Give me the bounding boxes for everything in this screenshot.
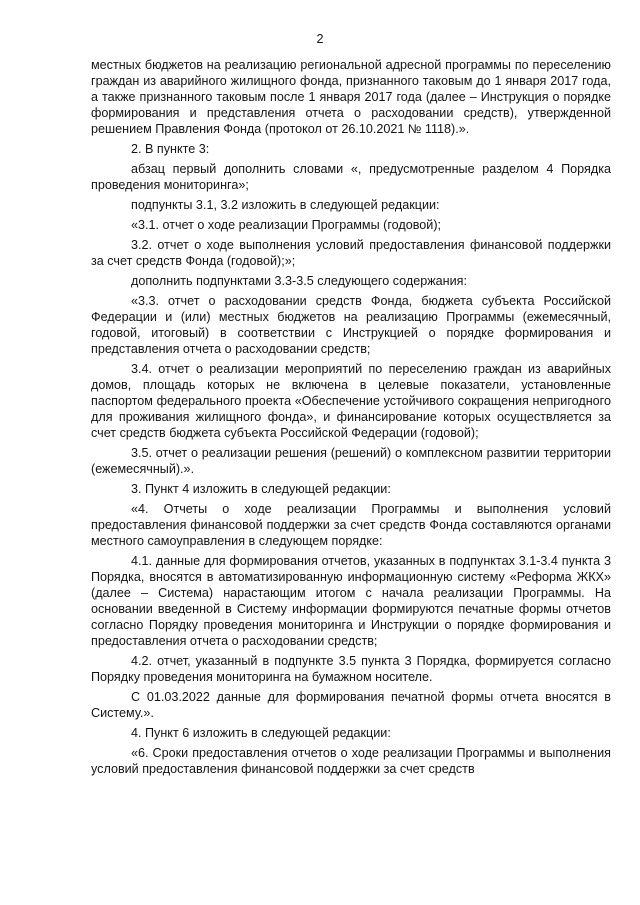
paragraph: 3.2. отчет о ходе выполнения условий предоставления финансовой поддержки за счет средств Фонда (годовой);»; bbox=[91, 238, 611, 268]
paragraph: абзац первый дополнить словами «, предусмотренные разделом 4 Порядка проведения мониторинга»; bbox=[91, 162, 611, 192]
paragraph: 2. В пункте 3: bbox=[131, 142, 210, 156]
paragraph: «6. Сроки предоставления отчетов о ходе реализации Программы и выполнения условий предоставления финансовой поддержки за счет средств bbox=[91, 746, 611, 776]
paragraph: 3.5. отчет о реализации решения (решений) о комплексном развитии территории (ежемесячный).». bbox=[91, 446, 611, 476]
paragraph: 3.4. отчет о реализации мероприятий по переселению граждан из аварийных домов, площадь которых не включена в целевые показатели, установленные паспортом федерального проекта «Обеспечение устойчивого сокращения непригодного для проживания жилищного фонда», и финансирование которых осуществляется за счет средств бюджета субъекта Российской Федерации (годовой); bbox=[91, 362, 611, 440]
paragraph: 4. Пункт 6 изложить в следующей редакции: bbox=[131, 726, 391, 740]
page-number: 2 bbox=[316, 32, 324, 46]
document-body bbox=[91, 57, 611, 777]
paragraph: дополнить подпунктами 3.3-3.5 следующего содержания: bbox=[131, 274, 467, 288]
paragraph: «3.3. отчет о расходовании средств Фонда, бюджета субъекта Российской Федерации и (или) местных бюджетов на реализацию Программы (ежемесячный, годовой, итоговый) в соответствии с Инструкцией о порядке формирования и представления отчета о расходовании средств; bbox=[91, 294, 611, 356]
paragraph: 4.1. данные для формирования отчетов, указанных в подпунктах 3.1-3.4 пункта 3 Порядка, вносятся в автоматизированную информационную систему «Реформа ЖКХ» (далее – Система) нарастающим итогом с начала реализации Программы. На основании введенной в Систему информации формируются печатные формы отчетов согласно Порядку проведения мониторинга и Инструкции о порядке формирования и предоставления отчета о расходовании средств; bbox=[91, 554, 611, 648]
paragraph: местных бюджетов на реализацию региональной адресной программы по переселению граждан из аварийного жилищного фонда, признанного таковым до 1 января 2017 года, а также признанного таковым после 1 января 2017 года (далее – Инструкция о порядке формирования и представления отчета о расходовании средств), утвержденной решением Правления Фонда (протокол от 26.10.2021 № 1118).». bbox=[91, 58, 611, 136]
paragraph: «4. Отчеты о ходе реализации Программы и выполнения условий предоставления финансовой поддержки за счет средств Фонда составляются органами местного самоуправления в следующем порядке: bbox=[91, 502, 611, 548]
paragraph: 4.2. отчет, указанный в подпункте 3.5 пункта 3 Порядка, формируется согласно Порядку проведения мониторинга на бумажном носителе. bbox=[91, 654, 611, 684]
paragraph: подпункты 3.1, 3.2 изложить в следующей редакции: bbox=[131, 198, 440, 212]
paragraph: 3. Пункт 4 изложить в следующей редакции: bbox=[131, 482, 391, 496]
paragraph: «3.1. отчет о ходе реализации Программы (годовой); bbox=[131, 218, 442, 232]
paragraph: С 01.03.2022 данные для формирования печатной формы отчета вносятся в Систему.». bbox=[91, 690, 611, 720]
